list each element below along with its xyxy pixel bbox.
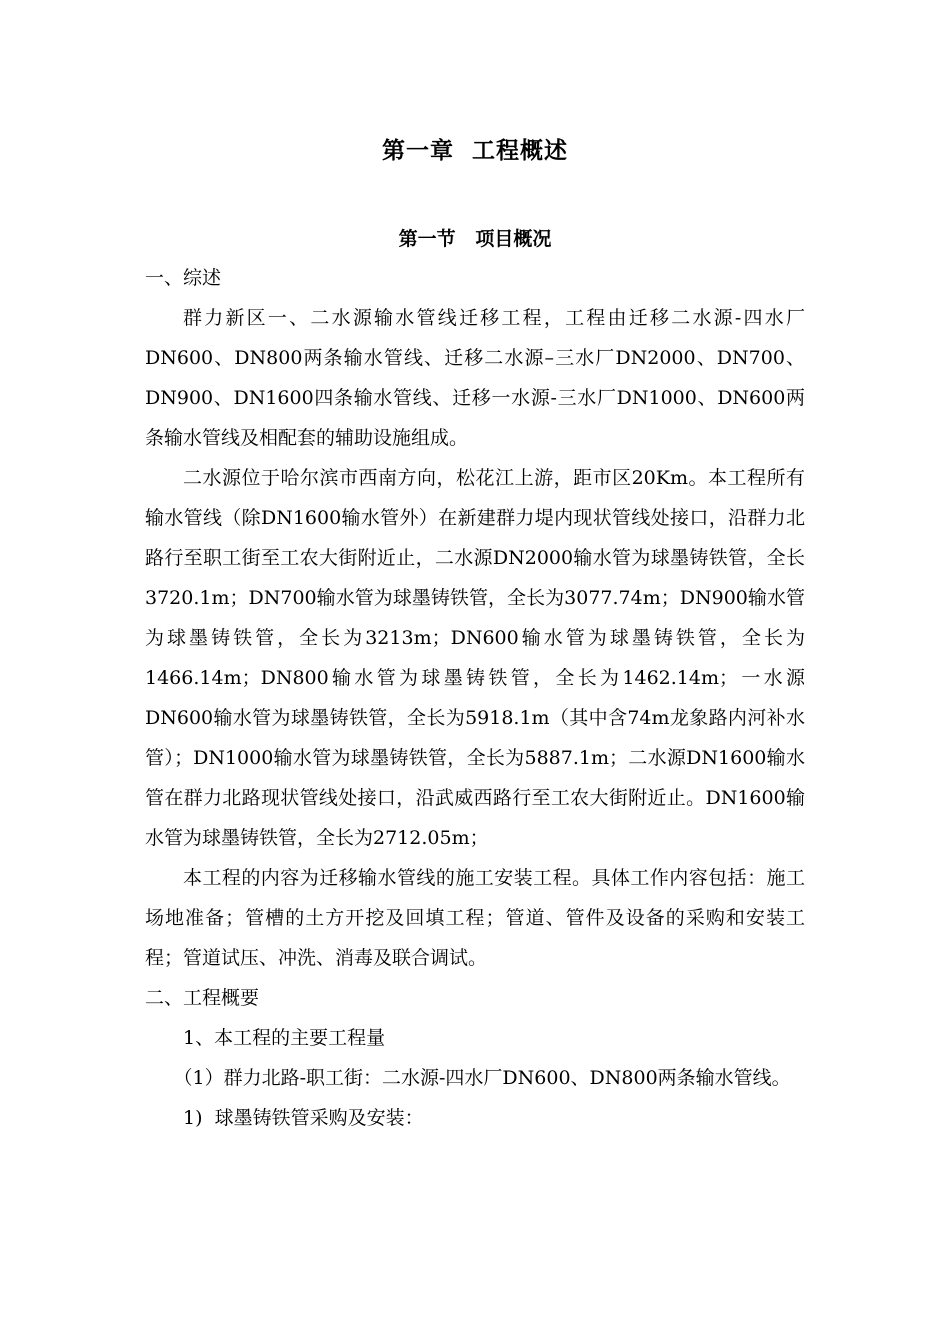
section-title: 第一节 项目概况 xyxy=(398,228,552,250)
item-route-qunli-north: （1）群力北路-职工街：二水源-四水厂DN600、DN800两条输水管线。 xyxy=(173,1067,791,1089)
paragraph-pipeline-details: 二水源位于哈尔滨市西南方向，松花江上游，距市区20Km。本工程所有输水管线（除DN1600输水管外）在新建群力堤内现状管线处接口，沿群力北路行至职工街至工农大街附近止，二水源DN2000输水管为球墨铸铁管，全长3720.1m；DN700输水管为球墨铸铁管，全长为3077.74m；DN900输水管为球墨铸铁管，全长为3213m；DN600输水管为球墨铸铁管，全长为1466.14m；DN800输水管为球墨铸铁管，全长为1462.14m；一水源DN600输水管为球墨铸铁管，全长为5918.1m（其中含74m龙象路内河补水管）；DN1000输水管为球墨铸铁管，全长为5887.1m；二水源DN1600输水管在群力北路现状管线处接口，沿武威西路行至工农大街附近止。DN1600输水管为球墨铸铁管，全长为2712.05m； xyxy=(145,467,805,849)
paragraph-work-scope: 本工程的内容为迁移输水管线的施工安装工程。具体工作内容包括：施工场地准备；管槽的土方开挖及回填工程；管道、管件及设备的采购和安装工程；管道试压、冲洗、消毒及联合调试。 xyxy=(145,867,805,969)
heading-summary: 二、工程概要 xyxy=(145,987,260,1009)
document-body xyxy=(145,258,805,1138)
item-main-quantities: 1、本工程的主要工程量 xyxy=(183,1027,386,1049)
paragraph-project-composition: 群力新区一、二水源输水管线迁移工程，工程由迁移二水源-四水厂DN600、DN800两条输水管线、迁移二水源–三水厂DN2000、DN700、DN900、DN1600四条输水管线、迁移一水源-三水厂DN1000、DN600两条输水管线及相配套的辅助设施组成。 xyxy=(145,307,805,449)
item-pipe-procurement: 1) 球墨铸铁管采购及安装： xyxy=(183,1107,424,1129)
chapter-title: 第一章 工程概述 xyxy=(381,138,568,164)
heading-overview: 一、综述 xyxy=(145,267,222,289)
